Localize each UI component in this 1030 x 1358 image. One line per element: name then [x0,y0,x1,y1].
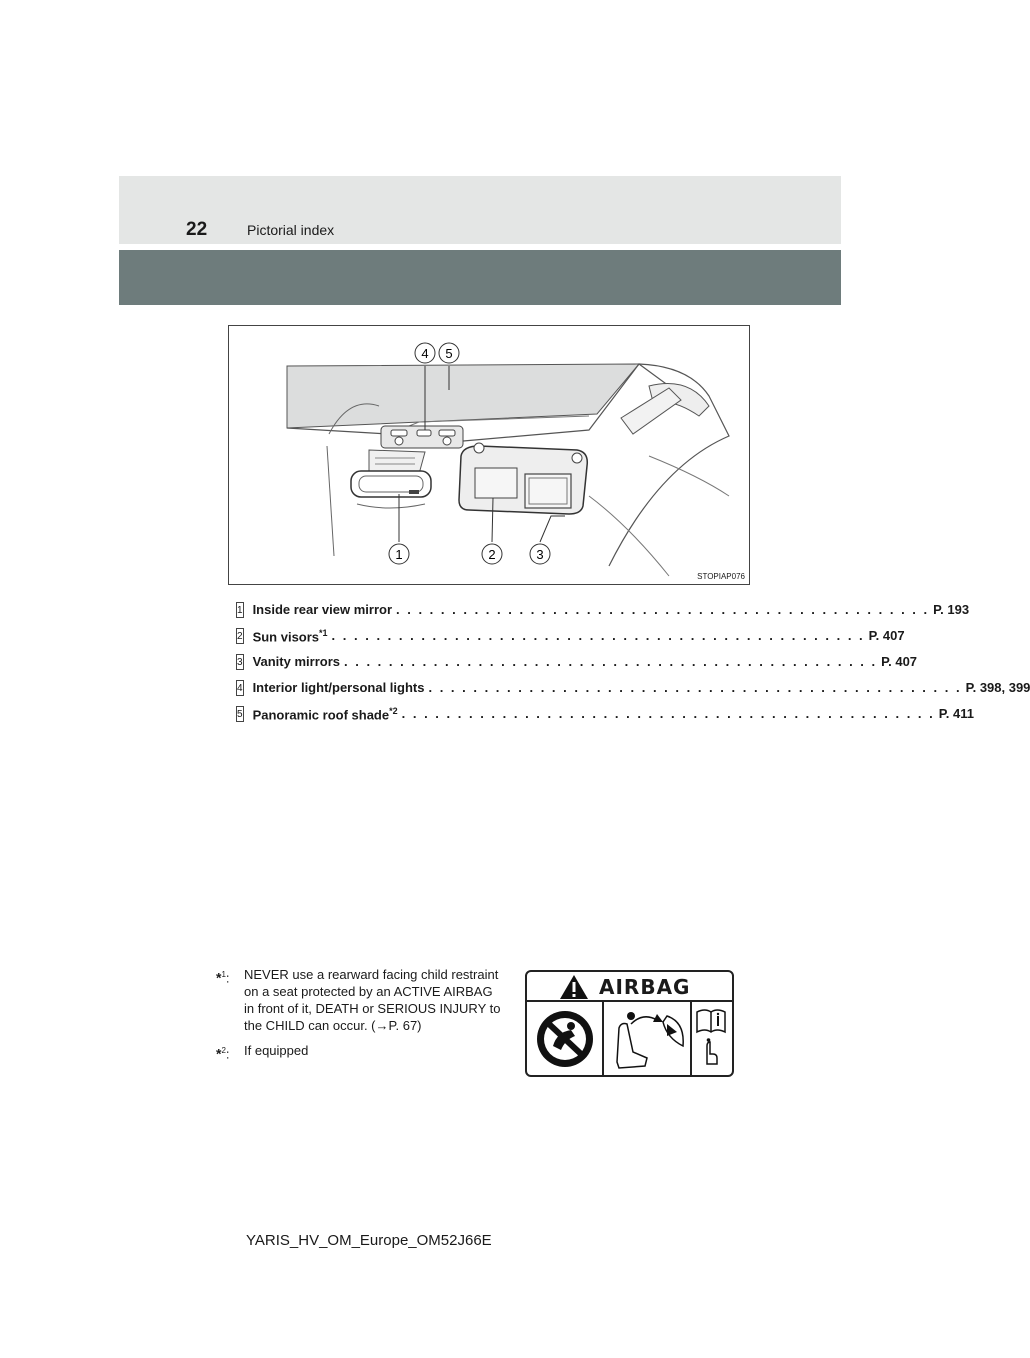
footnote-text: If equipped [244,1043,309,1058]
legend-label: Sun visors$^{*1}$ [252,628,328,645]
document-id: YARIS_HV_OM_Europe_OM52J66E [246,1232,492,1249]
leader-dots: . . . . . . . . . . . . . . . . . . . . . . . . . . . . . . . . . . . . . . . . . . . . . . . . [344,654,878,669]
interior-illustration [228,325,750,585]
footnotes [216,966,501,1067]
figure-code: STOPIAP076 [697,572,745,581]
legend-page-ref[interactable]: P. 193 [933,602,970,617]
footnote-mark: *$^1$: [216,969,230,986]
legend-item-4[interactable] [236,680,1030,706]
leader-dots: . . . . . . . . . . . . . . . . . . . . . . . . . . . . . . . . . . . . . . . . . . . . . . . . [401,706,935,721]
warning-triangle-icon [559,974,589,1000]
legend-label: Panoramic roof shade$^{*2}$ [252,706,398,723]
legend-list [236,602,1030,732]
legend-page-ref[interactable]: P. 407 [868,628,905,643]
callout-2 [482,544,502,564]
section-title: Pictorial index [247,222,335,238]
footnote-ref: *1 [319,628,328,638]
airbag-deploy-icon [617,1012,683,1068]
legend-number: 1 [236,602,244,618]
footnote-text: NEVER use a rearward facing child restraint on a seat protected by an ACTIVE AIRBAG in front of it, DEATH or SERIOUS INJURY to the CHILD can occur. (→P. 67) [244,967,501,1033]
airbag-label-header [527,972,732,1002]
legend-item-2[interactable] [236,628,905,654]
header-band [119,176,841,244]
leader-dots: . . . . . . . . . . . . . . . . . . . . . . . . . . . . . . . . . . . . . . . . . . . . . . . . [331,628,865,643]
footnote-mark: *$^2$: [216,1045,230,1062]
legend-label: Interior light/personal lights [252,680,425,695]
callout-3-text: 3 [536,547,544,562]
legend-page-ref[interactable]: P. 411 [938,706,974,721]
footnote-ref: *2 [389,706,398,716]
callout-1-text: 1 [395,547,403,562]
legend-item-5[interactable] [236,706,974,732]
legend-page-ref[interactable]: P. 398, 399 [965,680,1030,695]
callout-1 [389,544,409,564]
legend-page-ref[interactable]: P. 407 [881,654,918,669]
callout-5-text: 5 [445,346,453,361]
footnote-1 [216,966,501,1034]
legend-item-3[interactable] [236,654,918,680]
legend-label: Vanity mirrors [252,654,340,669]
legend-item-1[interactable] [236,602,970,628]
footnote-2 [216,1042,501,1062]
leader-dots: . . . . . . . . . . . . . . . . . . . . . . . . . . . . . . . . . . . . . . . . . . . . . . . . [396,602,930,617]
callout-4 [415,343,435,363]
legend-number: 4 [236,680,244,696]
airbag-pictograms [527,1002,732,1075]
callout-2-text: 2 [488,547,496,562]
legend-number: 3 [236,654,244,670]
callout-5 [439,343,459,363]
page-number: 22 [186,219,208,240]
legend-number: 5 [236,706,244,722]
legend-number: 2 [236,628,244,644]
legend-label: Inside rear view mirror [252,602,393,617]
airbag-warning-label [525,970,734,1077]
no-child-seat-icon [537,1011,593,1067]
title-bar [119,250,841,305]
airbag-title: AIRBAG [599,975,691,999]
callout-3 [530,544,550,564]
manual-book-icon [697,1010,725,1064]
roof-interior-drawing [229,326,749,584]
callout-4-text: 4 [421,346,429,361]
leader-dots: . . . . . . . . . . . . . . . . . . . . . . . . . . . . . . . . . . . . . . . . . . . . . . . . [428,680,962,695]
